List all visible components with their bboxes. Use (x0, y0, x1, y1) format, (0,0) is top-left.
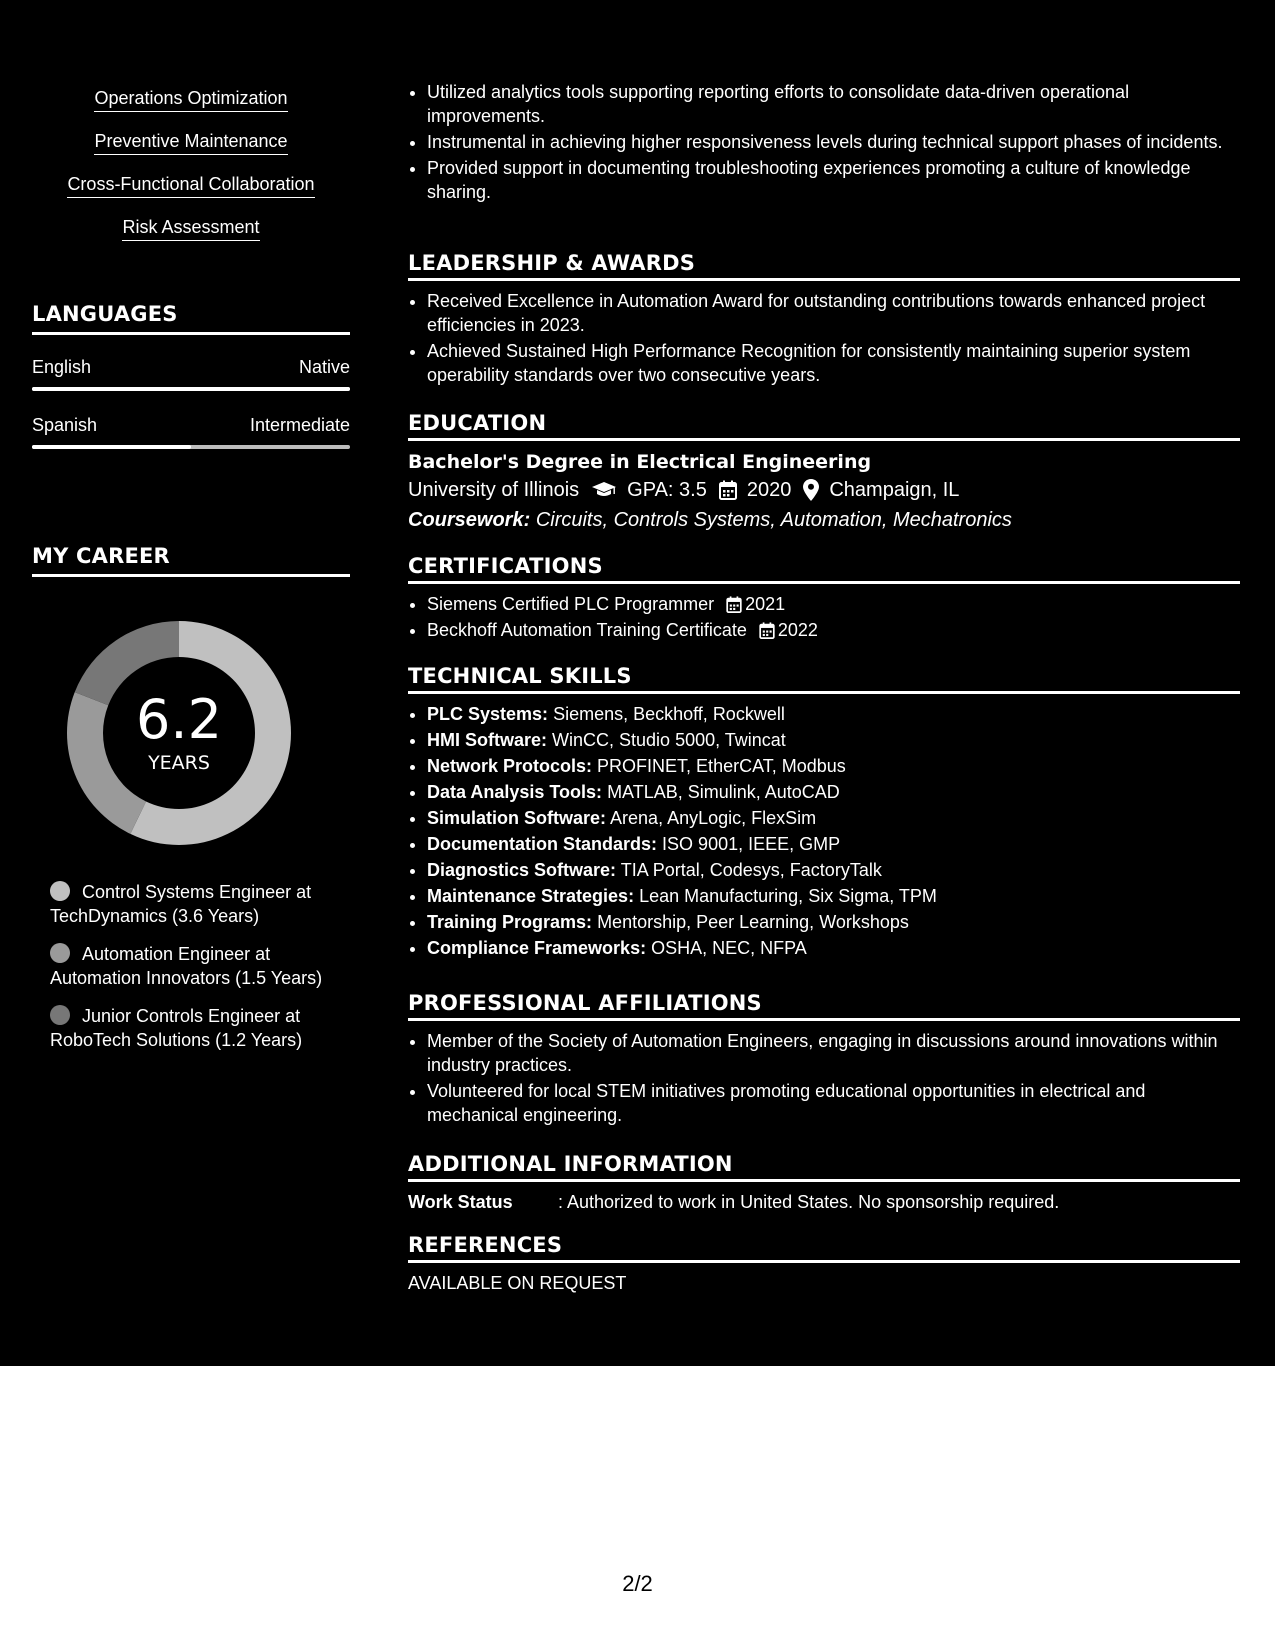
gpa: GPA: 3.5 (627, 479, 707, 501)
list-item (427, 858, 1240, 882)
section-heading: TECHNICAL SKILLS (408, 664, 1240, 694)
skill-tags (32, 86, 350, 258)
job-label: Junior Controls Engineer at RoboTech Solutions (1.2 Years) (50, 1006, 303, 1050)
list-item: • Utilized analytics tools supporting reporting efforts to consolidate data-driven operational improvements. (427, 80, 1240, 128)
career-total: 6.2 (136, 688, 222, 751)
career-job (50, 942, 335, 990)
skill-label: Training Programs: (427, 912, 593, 932)
technical-skills-section (408, 664, 1240, 962)
skill-label: Diagnostics Software: (427, 860, 617, 880)
career-job (50, 1004, 335, 1052)
section-heading: REFERENCES (408, 1233, 1240, 1263)
language-bar-fill (32, 445, 191, 449)
list-item (427, 832, 1240, 856)
list-item (427, 754, 1240, 778)
skill-value: WinCC, Studio 5000, Twincat (552, 730, 786, 750)
language-bar-fill (32, 387, 350, 391)
list-item: • Instrumental in achieving higher responsiveness levels during technical support phases of incidents. (427, 130, 1240, 154)
calendar-icon (759, 622, 775, 639)
page-number: 2/2 (622, 1571, 653, 1596)
skill-label: Data Analysis Tools: (427, 782, 603, 802)
education-details (408, 475, 1240, 505)
references-text: AVAILABLE ON REQUEST (408, 1273, 627, 1293)
language-level: Intermediate (249, 415, 350, 435)
list-item (427, 780, 1240, 804)
work-status (408, 1190, 1240, 1214)
language-bar (32, 445, 350, 449)
skill-tag: Cross-Functional Collaboration (67, 172, 314, 198)
languages-heading: LANGUAGES (32, 302, 350, 335)
skill-value: Siemens, Beckhoff, Rockwell (553, 704, 785, 724)
job-dot (50, 1005, 70, 1025)
list-item (427, 618, 1240, 642)
degree: Bachelor's Degree in Electrical Engineering (408, 451, 872, 473)
language-bar (32, 387, 350, 391)
leadership-section (408, 251, 1240, 389)
list-item (427, 806, 1240, 830)
education-section (408, 411, 1240, 535)
career-jobs (50, 880, 335, 1066)
cert-year: 2021 (745, 594, 786, 614)
skill-tag: Operations Optimization (94, 86, 287, 112)
list-item: • Received Excellence in Automation Award for outstanding contributions towards enhanced project efficiencies in 2023. (427, 289, 1240, 337)
graduation-cap-icon (591, 481, 617, 499)
list-item: • Provided support in documenting troubleshooting experiences promoting a culture of knowledge sharing. (427, 156, 1240, 204)
calendar-icon (726, 596, 742, 613)
experience-bullets (408, 80, 1240, 206)
skill-value: ISO 9001, IEEE, GMP (662, 834, 841, 854)
affiliations-section (408, 991, 1240, 1129)
skill-value: TIA Portal, Codesys, FactoryTalk (620, 860, 882, 880)
section-heading: CERTIFICATIONS (408, 554, 1240, 584)
skill-label: Maintenance Strategies: (427, 886, 635, 906)
skill-tag: Risk Assessment (122, 215, 259, 241)
language-name: Spanish (32, 415, 98, 435)
skill-tag: Preventive Maintenance (94, 129, 287, 155)
list-item: • Member of the Society of Automation Engineers, engaging in discussions around innovations within industry practices. (427, 1029, 1240, 1077)
language-item (32, 357, 350, 391)
skill-value: MATLAB, Simulink, AutoCAD (607, 782, 840, 802)
job-label: Automation Engineer at Automation Innovators (1.5 Years) (50, 944, 323, 988)
career-heading: MY CAREER (32, 544, 350, 577)
list-item (427, 728, 1240, 752)
certifications-section (408, 554, 1240, 644)
skill-label: Documentation Standards: (427, 834, 658, 854)
list-item (427, 702, 1240, 726)
work-status-label: Work Status (408, 1192, 513, 1212)
job-dot (50, 881, 70, 901)
cert-name: • Beckhoff Automation Training Certificate (427, 620, 747, 640)
coursework-label: Coursework: (408, 509, 531, 531)
list-item: • Volunteered for local STEM initiatives promoting educational opportunities in electrical and mechanical engineering. (427, 1079, 1240, 1127)
career-job (50, 880, 335, 928)
language-level: Native (298, 357, 350, 377)
additional-info-section (408, 1152, 1240, 1214)
career-unit: YEARS (148, 752, 210, 774)
skill-value: PROFINET, EtherCAT, Modbus (597, 756, 846, 776)
skill-label: Network Protocols: (427, 756, 593, 776)
location-pin-icon (803, 479, 819, 501)
language-name: English (32, 357, 92, 377)
calendar-icon (719, 480, 737, 500)
cert-name: • Siemens Certified PLC Programmer (427, 594, 715, 614)
skill-value: Lean Manufacturing, Six Sigma, TPM (639, 886, 937, 906)
section-heading: PROFESSIONAL AFFILIATIONS (408, 991, 1240, 1021)
list-item (427, 936, 1240, 960)
section-heading: EDUCATION (408, 411, 1240, 441)
skill-label: Simulation Software: (427, 808, 607, 828)
graduation-year: 2020 (746, 479, 792, 501)
cert-year: 2022 (777, 620, 818, 640)
skill-value: Arena, AnyLogic, FlexSim (610, 808, 817, 828)
list-item (427, 884, 1240, 908)
technical-skills-list (408, 702, 1240, 960)
career-section (32, 544, 350, 1050)
skill-value: OSHA, NEC, NFPA (651, 938, 807, 958)
list-item: • Achieved Sustained High Performance Recognition for consistently maintaining superior system operability standards over two consecutive years. (427, 339, 1240, 387)
section-heading: ADDITIONAL INFORMATION (408, 1152, 1240, 1182)
job-dot (50, 943, 70, 963)
school: University of Illinois (408, 479, 580, 501)
skill-label: PLC Systems: (427, 704, 549, 724)
list-item (427, 592, 1240, 616)
job-label: Control Systems Engineer at TechDynamics (3.6 Years) (50, 882, 312, 926)
career-donut (66, 620, 292, 846)
skill-value: Mentorship, Peer Learning, Workshops (597, 912, 909, 932)
list-item (427, 910, 1240, 934)
work-status-value: : Authorized to work in United States. No sponsorship required. (558, 1192, 1060, 1212)
languages-section (32, 302, 350, 473)
skill-label: HMI Software: (427, 730, 548, 750)
coursework-value: Circuits, Controls Systems, Automation, Mechatronics (535, 509, 1012, 531)
language-item (32, 415, 350, 449)
references-section (408, 1233, 1240, 1295)
skill-label: Compliance Frameworks: (427, 938, 647, 958)
location: Champaign, IL (829, 479, 960, 501)
coursework (408, 505, 1240, 535)
section-heading: LEADERSHIP & AWARDS (408, 251, 1240, 281)
